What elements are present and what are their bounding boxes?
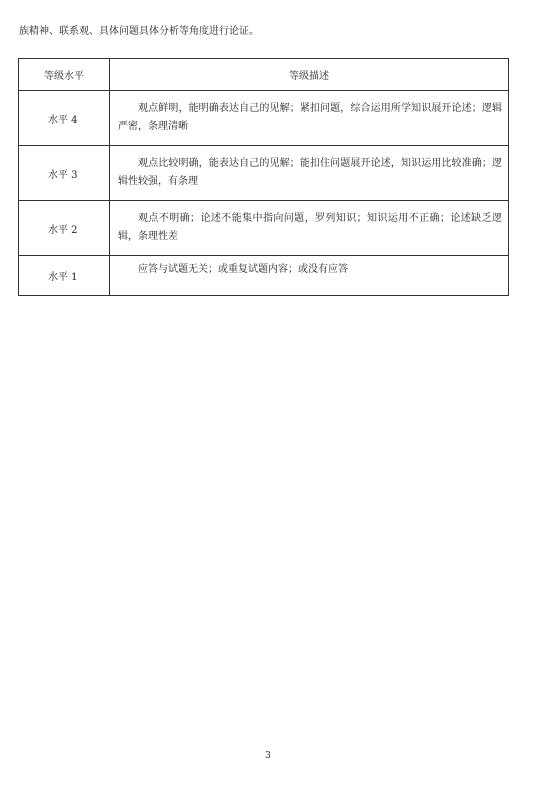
header-description: 等级描述 xyxy=(110,59,509,91)
header-level: 等级水平 xyxy=(19,59,110,91)
description-cell: 应答与试题无关；或重复试题内容；或没有应答 xyxy=(110,256,509,296)
table-row xyxy=(19,256,509,296)
description-cell: 观点不明确；论述不能集中指向问题，罗列知识；知识运用不正确；论述缺乏逻辑，条理性差 xyxy=(110,201,509,256)
table-row xyxy=(19,201,509,256)
description-cell: 观点比较明确，能表达自己的见解；能扣住问题展开论述，知识运用比较准确；逻辑性较强，有条理 xyxy=(110,146,509,201)
table-row xyxy=(19,146,509,201)
grading-table xyxy=(18,58,509,296)
table-row xyxy=(19,91,509,146)
level-cell: 水平 1 xyxy=(19,256,110,296)
intro-text: 族精神、联系观、具体问题具体分析等角度进行论证。 xyxy=(19,26,259,37)
level-cell: 水平 2 xyxy=(19,201,110,256)
description-cell: 观点鲜明，能明确表达自己的见解；紧扣问题，综合运用所学知识展开论述；逻辑严密，条理清晰 xyxy=(110,91,509,146)
level-cell: 水平 4 xyxy=(19,91,110,146)
level-cell: 水平 3 xyxy=(19,146,110,201)
page-number: 3 xyxy=(265,751,271,761)
table-header-row xyxy=(19,59,509,91)
